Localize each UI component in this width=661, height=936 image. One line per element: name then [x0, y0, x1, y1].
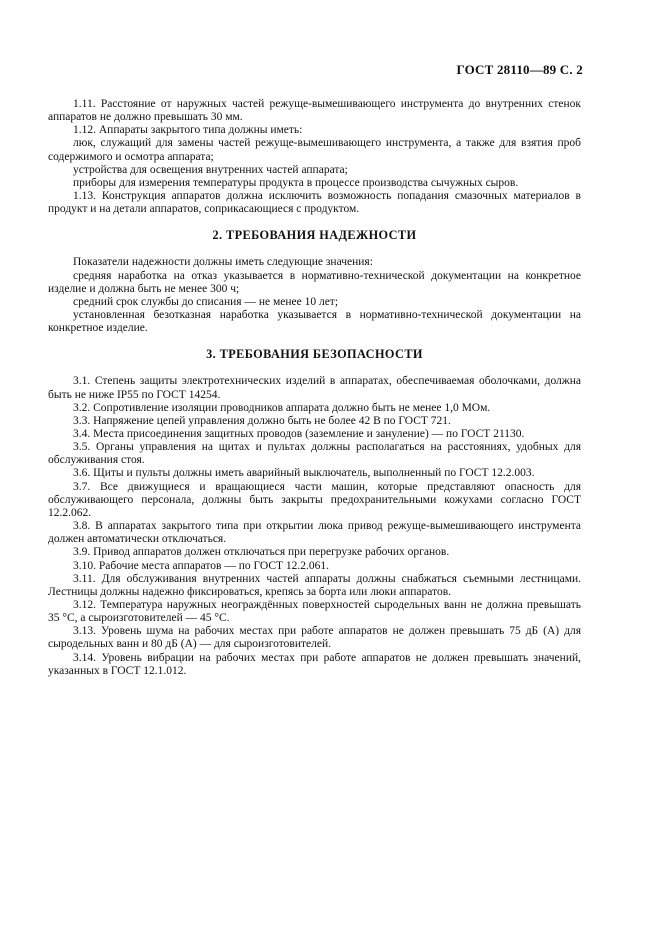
clause-3-9: 3.9. Привод аппаратов должен отключаться при перегрузке рабочих органов.: [73, 546, 450, 559]
reliability-failure-free: установленная безотказная наработка указывается в нормативно-технической документации на конкретное изделие.: [48, 309, 581, 335]
section-3-body: [48, 375, 581, 678]
clause-1-12-item-lighting: устройства для освещения внутренних частей аппарата;: [73, 163, 348, 176]
clause-3-12: 3.12. Температура наружных неограждённых поверхностей сыродельных ванн не должна превышать 35 °С, а сыроизготовителей — 45 °С.: [48, 599, 581, 625]
reliability-mtbf: средняя наработка на отказ указывается в нормативно-технической документации на конкретное изделие и должна быть не менее 300 ч;: [48, 269, 581, 295]
clause-3-8: 3.8. В аппаратах закрытого типа при открытии люка привод режуще-вымешивающего инструмента должен автоматически отключаться.: [48, 520, 581, 546]
clause-3-3: 3.3. Напряжение цепей управления должно быть не более 42 В по ГОСТ 721.: [73, 414, 451, 427]
clause-3-5: 3.5. Органы управления на щитах и пультах должны располагаться на расстояниях, удобных для обслуживания стоя.: [48, 441, 581, 467]
page-header: ГОСТ 28110—89 С. 2: [456, 62, 583, 77]
section-2-title: 2. ТРЕБОВАНИЯ НАДЕЖНОСТИ: [212, 228, 417, 243]
clause-3-10: 3.10. Рабочие места аппаратов — по ГОСТ 12.2.061.: [73, 559, 330, 572]
clause-1-11: 1.11. Расстояние от наружных частей режуще-вымешивающего инструмента до внутренних стенок аппаратов не должно превышать 30 мм.: [48, 98, 581, 124]
clause-3-7: 3.7. Все движущиеся и вращающиеся части машин, которые представляют опасность для обслуживающего персонала, должны быть закрыты предохранительными кожухами согласно ГОСТ 12.2.062.: [48, 480, 581, 519]
section-2-body: [48, 256, 581, 335]
clause-3-13: 3.13. Уровень шума на рабочих местах при работе аппаратов не должен превышать 75 дБ (А) для сыродельных ванн и 80 дБ (А) — для сыроизготовителей.: [48, 625, 581, 651]
clause-3-1: 3.1. Степень защиты электротехнических изделий в аппаратах, обеспечиваемая оболочками, должна быть не ниже IP55 по ГОСТ 14254.: [48, 375, 581, 401]
clause-3-14: 3.14. Уровень вибрации на рабочих местах при работе аппаратов не должен превышать значений, указанных в ГОСТ 12.1.012.: [48, 651, 581, 677]
clause-3-2: 3.2. Сопротивление изоляции проводников аппарата должно быть не менее 1,0 МОм.: [73, 401, 491, 414]
section-1-continuation: [48, 98, 581, 216]
clause-3-4: 3.4. Места присоединения защитных проводов (заземление и зануление) — по ГОСТ 21130.: [73, 427, 525, 440]
reliability-intro: Показатели надежности должны иметь следующие значения:: [73, 256, 373, 269]
clause-1-13: 1.13. Конструкция аппаратов должна исключить возможность попадания смазочных материалов в продукт и на детали аппаратов, соприкасающиеся с продуктом.: [48, 190, 581, 216]
section-3-title: 3. ТРЕБОВАНИЯ БЕЗОПАСНОСТИ: [206, 347, 423, 362]
reliability-service-life: средний срок службы до списания — не менее 10 лет;: [73, 295, 339, 308]
clause-3-11: 3.11. Для обслуживания внутренних частей аппараты должны снабжаться съемными лестницами. Лестницы должны надежно фиксироваться, крепясь за борта или люки аппаратов.: [48, 572, 581, 598]
document-body: [48, 98, 581, 678]
clause-1-12: 1.12. Аппараты закрытого типа должны иметь:: [73, 124, 303, 137]
clause-1-12-item-thermometers: приборы для измерения температуры продукта в процессе производства сычужных сыров.: [73, 176, 519, 189]
clause-3-6: 3.6. Щиты и пульты должны иметь аварийный выключатель, выполненный по ГОСТ 12.2.003.: [73, 467, 535, 480]
clause-1-12-item-hatch: люк, служащий для замены частей режуще-вымешивающего инструмента, а также для взятия проб содержимого и осмотра аппарата;: [48, 137, 581, 163]
